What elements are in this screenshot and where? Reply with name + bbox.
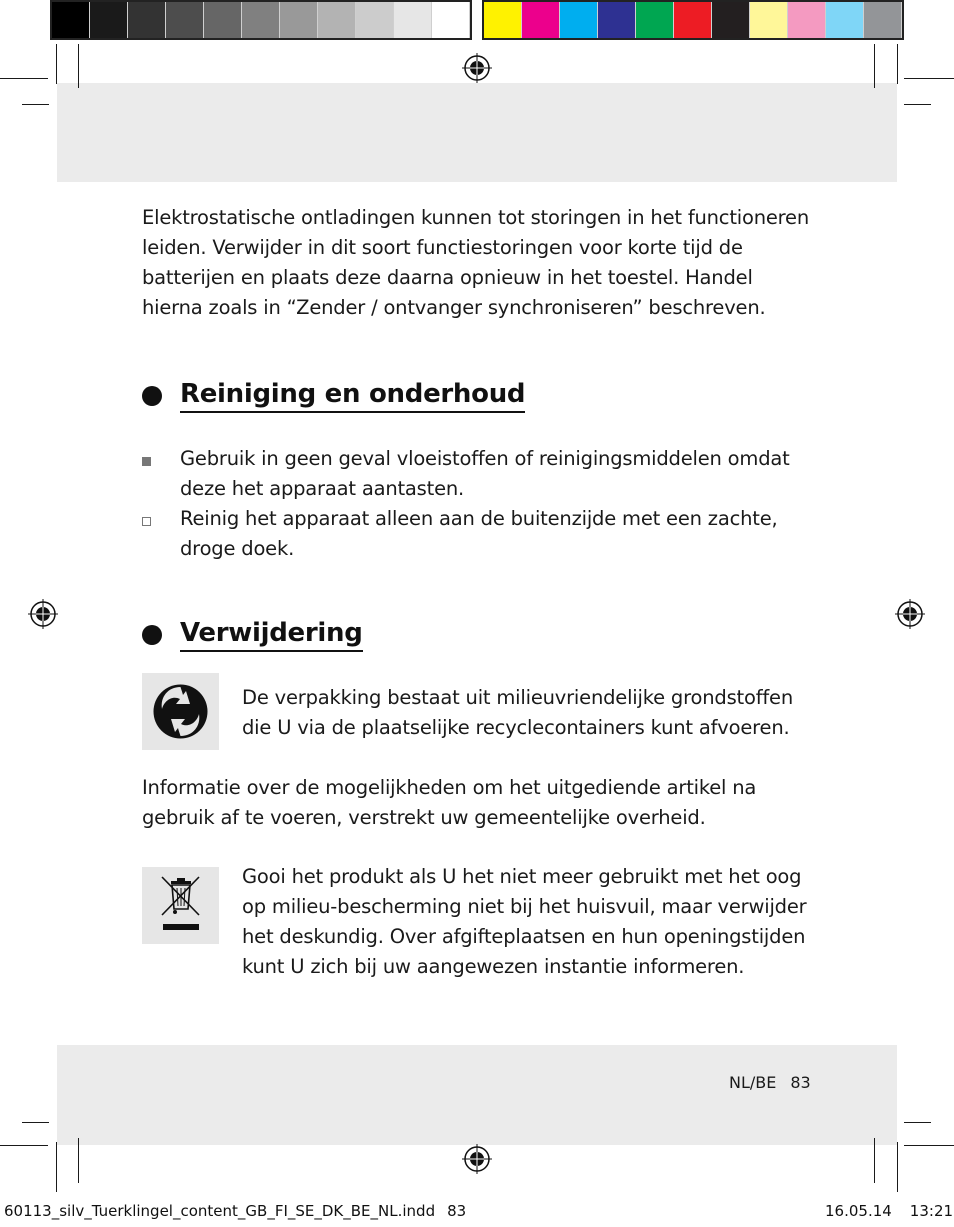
empty-square-bullet-icon <box>142 517 151 526</box>
crop-mark <box>874 44 875 88</box>
registration-mark-icon <box>26 597 60 631</box>
crop-mark <box>0 1145 48 1146</box>
section-heading-disposal <box>142 618 363 652</box>
registration-mark-icon <box>460 1142 494 1176</box>
color-swatch <box>560 2 598 38</box>
crop-mark <box>78 44 79 88</box>
crop-mark <box>904 1122 931 1123</box>
color-swatch <box>128 2 166 38</box>
section-heading-text: Verwijdering <box>180 618 363 652</box>
color-swatch <box>90 2 128 38</box>
crop-mark <box>78 1138 79 1183</box>
slug-page: 83 <box>447 1202 467 1220</box>
heading-bullet-icon <box>142 625 162 645</box>
section-heading-cleaning <box>142 379 525 413</box>
slug-file: 60113_silv_Tuerklingel_content_GB_FI_SE_DK_BE_NL.indd <box>4 1202 436 1220</box>
recycle-paragraph: De verpakking bestaat uit milieuvriendelijke grondstoffen die U via de plaatselijke recyclecontainers kunt afvoeren. <box>242 686 793 739</box>
crop-mark <box>897 44 898 84</box>
crop-mark <box>22 1122 49 1123</box>
slug-filename <box>4 1202 466 1220</box>
registration-mark-icon <box>460 51 494 85</box>
locale-label: NL/BE <box>729 1073 777 1092</box>
filled-square-bullet-icon <box>142 457 151 466</box>
color-swatch <box>484 2 522 38</box>
header-band <box>57 83 897 182</box>
color-swatch <box>204 2 242 38</box>
registration-mark-icon <box>893 597 927 631</box>
crop-mark <box>874 1138 875 1183</box>
color-swatch <box>280 2 318 38</box>
crop-mark <box>904 1145 954 1146</box>
section-heading-text: Reiniging en onderhoud <box>180 379 525 413</box>
slug-timestamp <box>825 1202 953 1220</box>
crop-mark <box>22 104 49 105</box>
process-color-bar <box>482 0 904 40</box>
slug-time: 13:21 <box>909 1202 954 1220</box>
intro-paragraph: Elektrostatische ontladingen kunnen tot storingen in het functioneren leiden. Verwijder in dit soort functiestoringen voor korte tijd de batterijen en plaats deze daarna opnieuw in het toestel. Handel hierna zoals in “Zender / ontvanger synchroniseren” beschreven. <box>142 206 810 319</box>
crop-mark <box>56 44 57 84</box>
page-number: 83 <box>790 1073 811 1092</box>
color-swatch <box>522 2 560 38</box>
color-swatch <box>788 2 826 38</box>
color-swatch <box>750 2 788 38</box>
slug-date: 16.05.14 <box>825 1202 892 1220</box>
color-swatch <box>598 2 636 38</box>
recycle-icon-box <box>142 673 219 750</box>
color-swatch <box>318 2 356 38</box>
color-swatch <box>394 2 432 38</box>
list-item: Reinig het apparaat alleen aan de buitenzijde met een zachte, droge doek. <box>180 507 778 560</box>
color-swatch <box>432 2 470 38</box>
color-swatch <box>864 2 902 38</box>
crop-mark <box>904 78 954 79</box>
disposal-info-paragraph: Informatie over de mogelijkheden om het uitgediende artikel na gebruik af te voeren, verstrekt uw gemeentelijke overheid. <box>142 776 757 829</box>
page-footer <box>729 1073 811 1092</box>
list-item: Gebruik in geen geval vloeistoffen of reinigingsmiddelen omdat deze het apparaat aantasten. <box>180 447 790 500</box>
green-dot-recycle-icon <box>142 673 219 750</box>
color-swatch <box>242 2 280 38</box>
weee-paragraph: Gooi het produkt als U het niet meer gebruikt met het oog op milieu-bescherming niet bij het huisvuil, maar verwijder het deskundig. Over afgifteplaatsen en hun openingstijden kunt U zich bij uw aangewezen instantie informeren. <box>242 865 807 978</box>
color-swatch <box>712 2 750 38</box>
color-swatch <box>166 2 204 38</box>
footer-band <box>57 1045 897 1145</box>
color-swatch <box>356 2 394 38</box>
color-swatch <box>636 2 674 38</box>
color-swatch <box>674 2 712 38</box>
crop-mark <box>904 104 931 105</box>
heading-bullet-icon <box>142 386 162 406</box>
color-swatch <box>52 2 90 38</box>
crossed-out-wheelie-bin-icon <box>142 867 219 944</box>
weee-icon-box <box>142 867 219 944</box>
color-swatch <box>826 2 864 38</box>
crop-mark <box>56 1142 57 1192</box>
crop-mark <box>897 1142 898 1192</box>
grayscale-color-bar <box>50 0 472 40</box>
crop-mark <box>0 78 48 79</box>
